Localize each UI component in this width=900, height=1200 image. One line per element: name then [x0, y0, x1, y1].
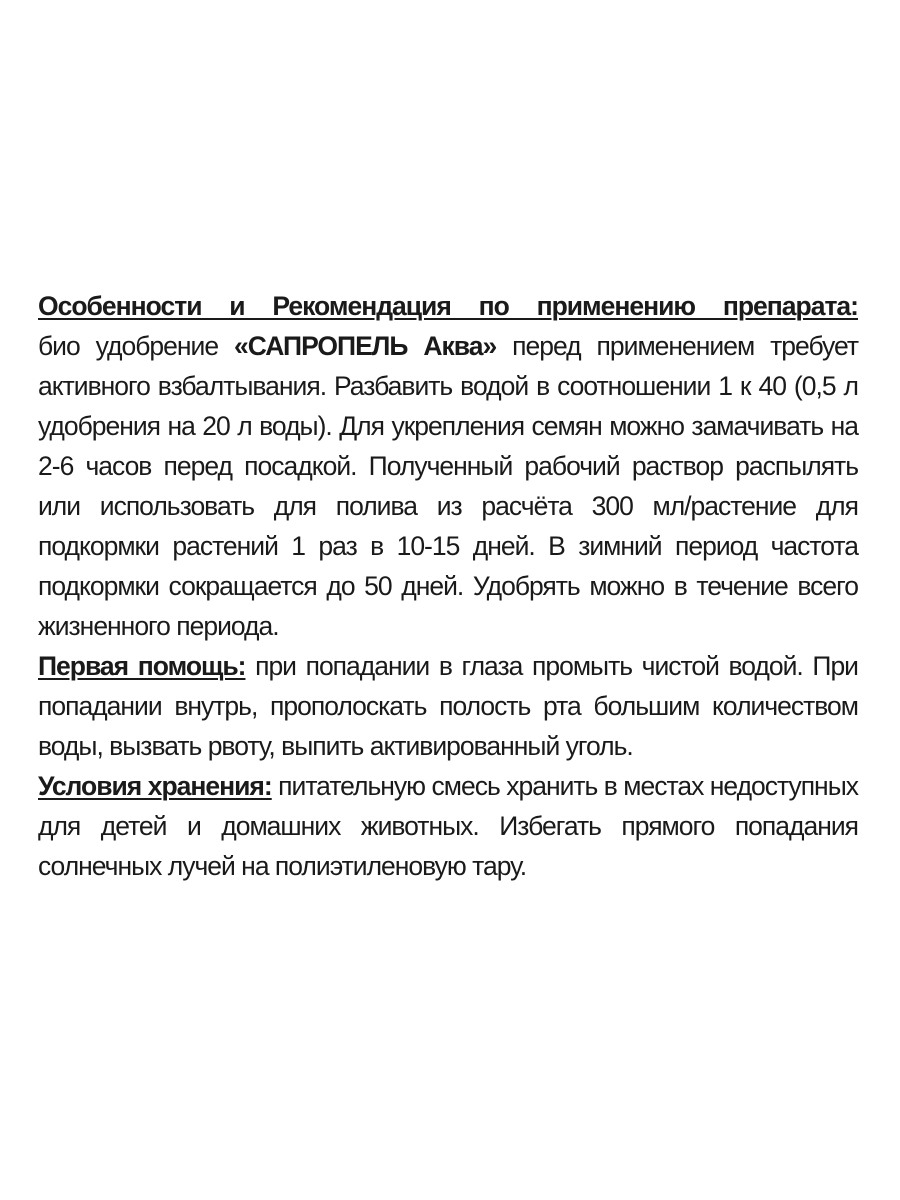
brand-name: «САПРОПЕЛЬ Аква» — [234, 331, 497, 361]
usage-section — [38, 286, 858, 646]
usage-text: перед применением требует активного взбалтывания. Разбавить водой в соотношении 1 к 40 (0,5 л удобрения на 20 л воды). Для укрепления семян можно замачивать на 2-6 часов перед посадкой. Полученный рабочий раствор распылять или использовать для полива из расчёта 300 мл/растение для подкормки растений 1 раз в 10-15 дней. В зимний период частота подкормки сокращается до 50 дней. Удобрять можно в течение всего жизненного периода. — [38, 331, 858, 641]
storage-text: питательную смесь хранить в местах недоступных для детей и домашних животных. Избегать прямого попадания солнечных лучей на полиэтиленовую тару. — [38, 771, 858, 881]
storage-heading: Условия хранения: — [38, 771, 272, 801]
storage-section — [38, 766, 858, 886]
usage-text-intro: био удобрение — [38, 331, 235, 361]
product-instructions — [38, 286, 858, 886]
first-aid-text: при попадании в глаза промыть чистой водой. При попадании внутрь, прополоскать полость рта большим количеством воды, вызвать рвоту, выпить активированный уголь. — [38, 651, 858, 761]
first-aid-heading: Первая помощь: — [38, 651, 246, 681]
first-aid-section — [38, 646, 858, 766]
usage-heading: Особенности и Рекомендация по применению препарата: — [38, 291, 858, 321]
